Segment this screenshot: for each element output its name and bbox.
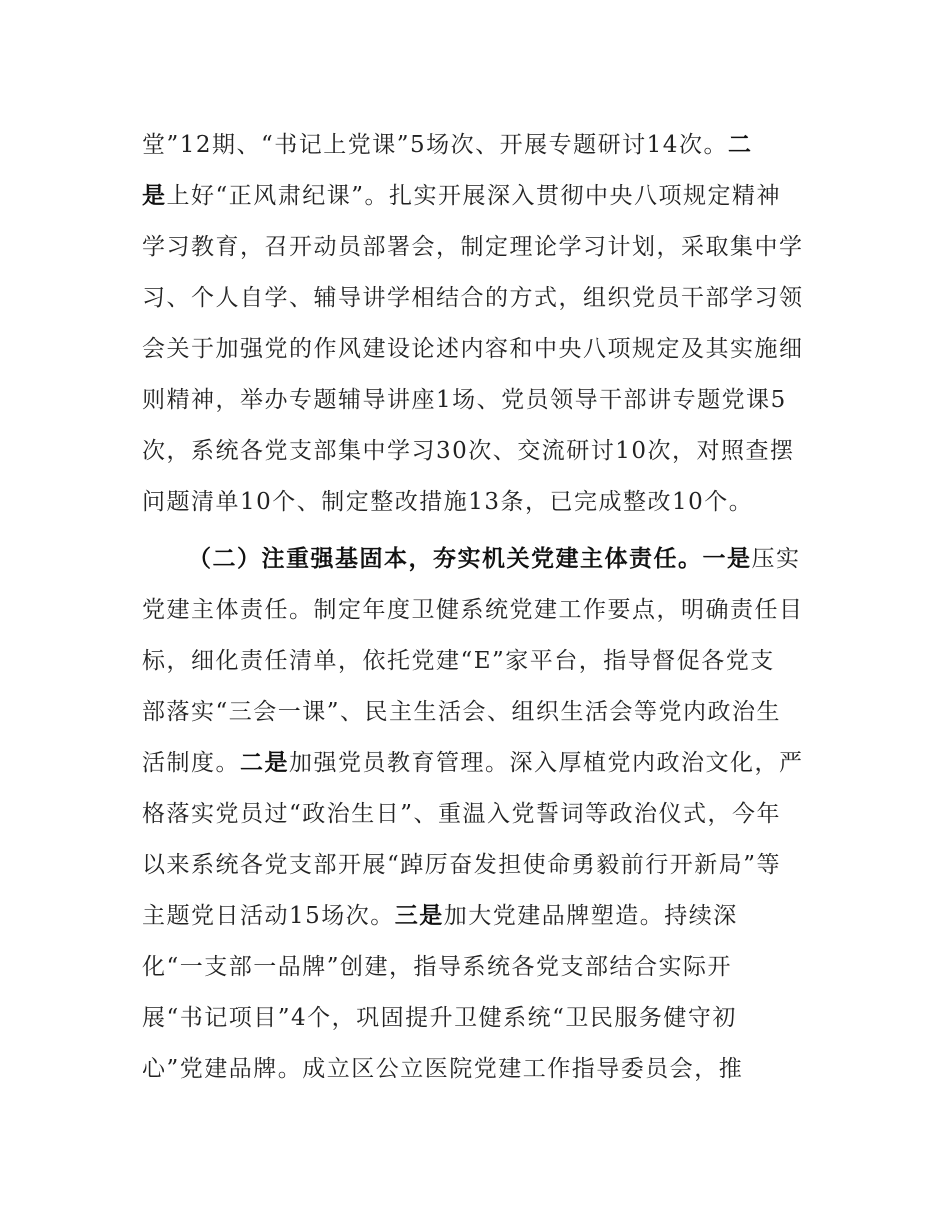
paragraph-line [142,646,775,676]
paragraph-line [142,901,738,931]
text-segment: 部落实“三会一课”、民主生活会、组织生活会等党内政治生 [142,699,782,725]
text-segment: 会关于加强党的作风建设论述内容和中央八项规定及其实施细 [142,336,804,362]
paragraph-line [142,748,804,778]
text-segment: 则精神，举办专题辅导讲座1场、党员领导干部讲专题党课5 [142,387,787,413]
text-segment: 加大党建品牌塑造。持续深 [443,903,738,929]
bold-text-segment: 二是 [240,750,289,776]
text-segment: 活制度。 [142,750,240,776]
paragraph-line [142,181,781,211]
text-segment: 化“一支部一品牌”创建，指导系统各党支部结合实际开 [142,954,733,980]
text-segment: 心”党建品牌。成立区公立医院党建工作指导委员会，推 [142,1056,744,1082]
text-segment: 标，细化责任清单，依托党建“E”家平台，指导督促各党支 [142,648,775,674]
paragraph-line [142,436,795,466]
paragraph-line [142,385,787,415]
paragraph-line [142,1003,737,1033]
text-segment: 堂”12期、“书记上党课”5场次、开展专题研讨14次。 [142,132,728,158]
paragraph-line [142,850,781,880]
paragraph-line [142,334,804,364]
text-segment: 问题清单10个、制定整改措施13条，已完成整改10个。 [142,489,754,515]
text-segment: 习、个人自学、辅导讲学相结合的方式，组织党员干部学习领 [142,285,804,311]
bold-text-segment: （二）注重强基固本，夯实机关党建主体责任。一是 [188,546,752,572]
text-segment: 学习教育，召开动员部署会，制定理论学习计划，采取集中学 [142,234,804,260]
paragraph-line [142,697,781,727]
text-segment: 党建主体责任。制定年度卫健系统党建工作要点，明确责任目 [142,597,804,623]
text-segment: 格落实党员过“政治生日”、重温入党誓词等政治仪式，今年 [142,801,782,827]
text-segment: 以来系统各党支部开展“踔厉奋发担使命勇毅前行开新局”等 [142,852,782,878]
paragraph-line [142,595,804,625]
text-segment: 压实 [751,546,801,572]
paragraph-line [142,283,804,313]
paragraph-line [142,952,732,982]
bold-text-segment: 是 [142,183,167,209]
paragraph-line [142,232,804,262]
text-segment: 加强党员教育管理。深入厚植党内政治文化，严 [289,750,804,776]
bold-text-segment: 三是 [394,903,444,929]
paragraph-line [142,130,752,160]
paragraph-line [142,799,781,829]
text-segment: 主题党日活动15场次。 [142,903,395,929]
paragraph-line [142,1054,743,1084]
text-segment: 展“书记项目”4个，巩固提升卫健系统“卫民服务健守初 [142,1005,737,1031]
text-segment: 上好“正风肃纪课”。扎实开展深入贯彻中央八项规定精神 [166,183,782,209]
text-segment: 次，系统各党支部集中学习30次、交流研讨10次，对照查摆 [142,438,795,464]
bold-text-segment: 二 [727,132,753,158]
section-heading-line [188,544,801,574]
paragraph-line [142,487,753,517]
